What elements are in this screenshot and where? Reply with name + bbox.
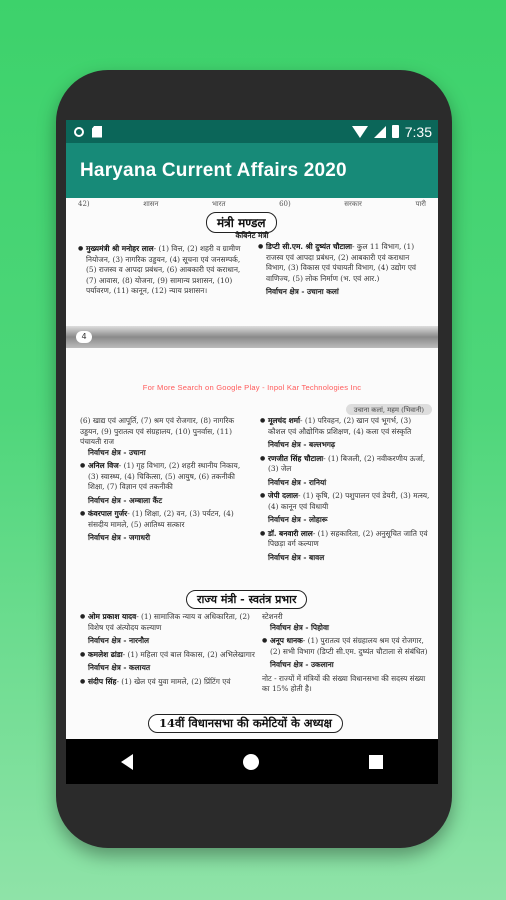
page-top-line bbox=[78, 200, 426, 209]
minister-portfolios: - (1) पुरातत्व एवं संग्रहालय श्रम एवं रोजगार, (2) सभी विभाग (डिप्टी सी.एम. दुष्यंत चौटाला से संबंधित) bbox=[270, 636, 428, 656]
app-bar bbox=[66, 143, 438, 198]
constituency-line: निर्वाचन क्षेत्र - उचाना कलां bbox=[266, 287, 339, 296]
minister-entry bbox=[262, 674, 430, 695]
minister-portfolios: - (1) वित्त, (2) शहरी व ग्रामीण नियोजन, (3) नागरिक उड्डयन, (4) सूचना एवं जनसम्पर्क, (5) राजस्व व आपदा प्रबंधन, (6) आबकारी एवं कराधान, (7) आवास, (8) योजना, (9) सामान्य प्रशासन, (10) पर्यावरण, (11) कानून, (12) न्याय प्रशासन। bbox=[86, 244, 241, 295]
minister-name: डिप्टी सी.एम. श्री दुष्यंत चौटाला bbox=[266, 242, 353, 251]
minister-portfolios: स्टेशनरी bbox=[262, 612, 283, 621]
section-heading-committees: 14वीं विधानसभा की कमेटियों के अध्यक्ष bbox=[148, 714, 343, 733]
minister-name: संदीप सिंह bbox=[88, 676, 117, 686]
minister-portfolios: - (1) सहकारिता, (2) अनुसूचित जाति एवं पिछड़ा वर्ग कल्याण bbox=[268, 528, 428, 548]
status-bar bbox=[66, 120, 438, 143]
battery-icon bbox=[392, 125, 399, 138]
constituency-line: निर्वाचन क्षेत्र - कलायत bbox=[88, 663, 151, 672]
minister-portfolios: - (1) शिक्षा, (2) वन, (3) पर्यटन, (4) संसदीय मामले, (5) आतिथ्य सत्कार bbox=[88, 509, 234, 529]
page-fold bbox=[66, 326, 438, 348]
minister-entry bbox=[80, 677, 256, 688]
minister-name: डॉ. बनवारी लाल bbox=[268, 528, 313, 538]
minister-entry bbox=[258, 242, 426, 284]
minister-name: मुख्यमंत्री श्री मनोहर लाल bbox=[86, 244, 154, 253]
top-line-item: शासन bbox=[143, 200, 159, 208]
constituency-line: निर्वाचन क्षेत्र - उचाना bbox=[88, 447, 146, 457]
minister-name: रणजीत सिंह चौटाला bbox=[268, 453, 324, 463]
section-heading-cabinet: मंत्री मण्डल bbox=[206, 212, 277, 233]
page-number: 4 bbox=[76, 331, 92, 343]
ad-banner-text[interactable]: For More Search on Google Play - Inpol Kar Technologies Inc bbox=[142, 383, 362, 392]
minister-portfolios: - (1) कृषि, (2) पशुपालन एवं डेयरी, (3) मत्स्य, (4) कानून एवं विधायी bbox=[268, 491, 430, 511]
constituency-line: निर्वाचन क्षेत्र - रानियां bbox=[268, 477, 327, 487]
column-6 bbox=[262, 612, 430, 695]
constituency-tag: उचाना कलां, महम (भिवानी) bbox=[346, 404, 432, 415]
minister-portfolios: नोट - राज्यों में मंत्रियों की संख्या विधानसभा की सदस्य संख्या का 15% होती है। bbox=[262, 673, 426, 693]
wifi-icon bbox=[352, 126, 368, 138]
recent-apps-icon[interactable] bbox=[369, 755, 383, 769]
sd-card-icon bbox=[92, 126, 102, 138]
home-icon[interactable] bbox=[243, 754, 259, 770]
section-subheading: कैबिनेट मंत्री bbox=[235, 231, 269, 240]
section-heading-state-ministers: राज्य मंत्री - स्वतंत्र प्रभार bbox=[186, 590, 307, 609]
constituency-line: निर्वाचन क्षेत्र - बावल bbox=[268, 552, 325, 562]
minister-name: ओम प्रकाश यादव bbox=[88, 612, 137, 621]
constituency-line: निर्वाचन क्षेत्र - उकलाना bbox=[270, 660, 334, 669]
device-screen bbox=[66, 120, 438, 784]
top-line-item: सरकार bbox=[344, 200, 362, 208]
minister-name: मूलचंद शर्मा bbox=[268, 416, 300, 425]
minister-name: जेपी दलाल bbox=[268, 491, 299, 500]
cell-signal-icon bbox=[374, 126, 386, 138]
back-icon[interactable] bbox=[121, 754, 133, 770]
minister-portfolios: (6) खाद्य एवं आपूर्ति, (7) श्रम एवं रोजगार, (8) नागरिक उड्डयन, (9) पुरातत्व एवं संग्रहालय, (10) पुनर्वास, (11) पंचायती राज bbox=[80, 416, 235, 446]
minister-entry bbox=[260, 454, 430, 475]
top-line-item: भारत bbox=[211, 200, 226, 208]
column-1 bbox=[78, 244, 248, 300]
minister-portfolios: - कुल 11 विभाग, (1) राजस्व एवं आपदा प्रबंधन, (2) आबकारी एवं कराधान विभाग, (3) विकास एवं पंचायती विभाग, (4) उद्योग एवं वाणिज्य, (5) लोक निर्माण (भ. एवं आर.) bbox=[266, 242, 417, 283]
constituency-line: निर्वाचन क्षेत्र - पिहोवा bbox=[270, 622, 329, 632]
column-3 bbox=[80, 416, 252, 547]
column-4 bbox=[260, 416, 430, 566]
column-5 bbox=[80, 612, 256, 690]
minister-portfolios: - (1) परिवहन, (2) खान एवं भूगर्भ, (3) कौशल एवं औद्योगिक प्रशिक्षण, (4) कला एवं संस्कृति bbox=[268, 416, 412, 436]
minister-entry bbox=[260, 491, 430, 512]
document-page bbox=[66, 198, 438, 739]
constituency-line: निर्वाचन क्षेत्र - नारनौल bbox=[88, 636, 150, 645]
minister-entry bbox=[80, 612, 256, 633]
minister-entry bbox=[260, 416, 430, 437]
minister-entry bbox=[260, 529, 430, 550]
notification-icon bbox=[74, 127, 84, 137]
minister-portfolios: - (1) बिजली, (2) नवीकरणीय ऊर्जा, (3) जेल bbox=[268, 453, 426, 473]
minister-entry bbox=[80, 461, 252, 493]
minister-entry bbox=[262, 612, 430, 623]
document-viewer[interactable] bbox=[66, 198, 438, 739]
minister-entry bbox=[262, 636, 430, 657]
constituency-line: निर्वाचन क्षेत्र - जगाधरी bbox=[88, 533, 151, 542]
minister-portfolios: - (1) खेल एवं युवा मामले, (2) प्रिंटिंग एवं bbox=[116, 676, 231, 686]
top-line-item: 42) bbox=[78, 200, 90, 208]
constituency-line: निर्वाचन क्षेत्र - बल्लभगढ़ bbox=[268, 440, 336, 449]
minister-portfolios: - (1) गृह विभाग, (2) शहरी स्थानीय निकाय, (3) स्वास्थ्य, (4) चिकित्सा, (5) आयुष, (6) तकनीकी शिक्षा, (7) विज्ञान एवं तकनीकी bbox=[88, 461, 241, 491]
status-time: 7:35 bbox=[404, 123, 432, 140]
column-2 bbox=[258, 242, 426, 301]
top-line-item: 60) bbox=[279, 200, 291, 208]
phone-frame bbox=[56, 70, 452, 848]
top-line-item: पारी bbox=[415, 200, 426, 208]
minister-entry bbox=[80, 416, 252, 448]
minister-portfolios: - (1) महिला एवं बाल विकास, (2) अभिलेखागार bbox=[122, 649, 255, 659]
minister-name: कंवरपाल गुर्जर bbox=[88, 509, 128, 518]
navigation-bar bbox=[66, 739, 438, 784]
minister-entry bbox=[78, 244, 248, 297]
minister-entry bbox=[80, 509, 252, 530]
minister-name: अनिल विज bbox=[88, 461, 119, 470]
constituency-line: निर्वाचन क्षेत्र - अम्बाला कैंट bbox=[88, 495, 163, 505]
minister-name: कमलेश ढांडा bbox=[88, 649, 123, 659]
constituency-line: निर्वाचन क्षेत्र - लोहारू bbox=[268, 515, 328, 524]
app-title: Haryana Current Affairs 2020 bbox=[80, 159, 347, 181]
minister-entry bbox=[80, 650, 256, 661]
minister-name: अनूप धानक bbox=[270, 636, 303, 645]
minister-portfolios: - (1) सामाजिक न्याय व अधिकारिता, (2) विशेष एवं अंत्योदय कल्याण bbox=[88, 612, 250, 632]
